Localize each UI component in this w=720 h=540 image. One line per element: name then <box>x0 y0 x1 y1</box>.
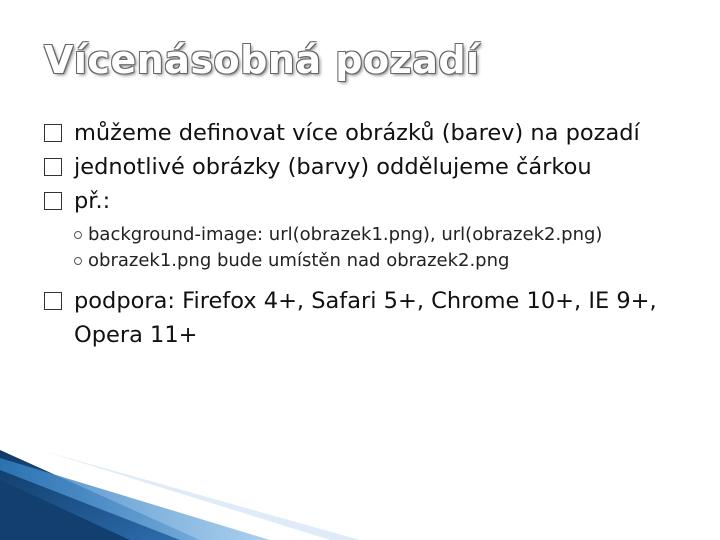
slide-content <box>44 116 684 352</box>
bullet-item <box>44 284 684 352</box>
sub-bullet-text: background-image: url(obrazek1.png), url(obrazek2.png) <box>88 224 603 245</box>
checkbox-bullet-icon <box>44 124 62 142</box>
bullet-text: př.: <box>74 188 111 214</box>
checkbox-bullet-icon <box>44 158 62 176</box>
bullet-item <box>44 184 684 218</box>
bullet-item <box>44 150 684 184</box>
checkbox-bullet-icon <box>44 192 62 210</box>
slide-title: Vícenásobná pozadí <box>44 38 480 82</box>
bullet-text: můžeme definovat více obrázků (barev) na pozadí <box>74 120 640 146</box>
bullet-text: jednotlivé obrázky (barvy) oddělujeme čárkou <box>74 154 592 180</box>
circle-bullet-icon <box>74 231 82 239</box>
corner-decoration <box>0 450 360 540</box>
circle-bullet-icon <box>74 257 82 265</box>
sub-bullet-text: obrazek1.png bude umístěn nad obrazek2.png <box>88 250 510 271</box>
sub-bullet-item <box>44 248 684 274</box>
checkbox-bullet-icon <box>44 292 62 310</box>
bullet-item <box>44 116 684 150</box>
bullet-text: podpora: Firefox 4+, Safari 5+, Chrome 10+, IE 9+, Opera 11+ <box>74 288 657 348</box>
sub-bullet-item <box>44 222 684 248</box>
